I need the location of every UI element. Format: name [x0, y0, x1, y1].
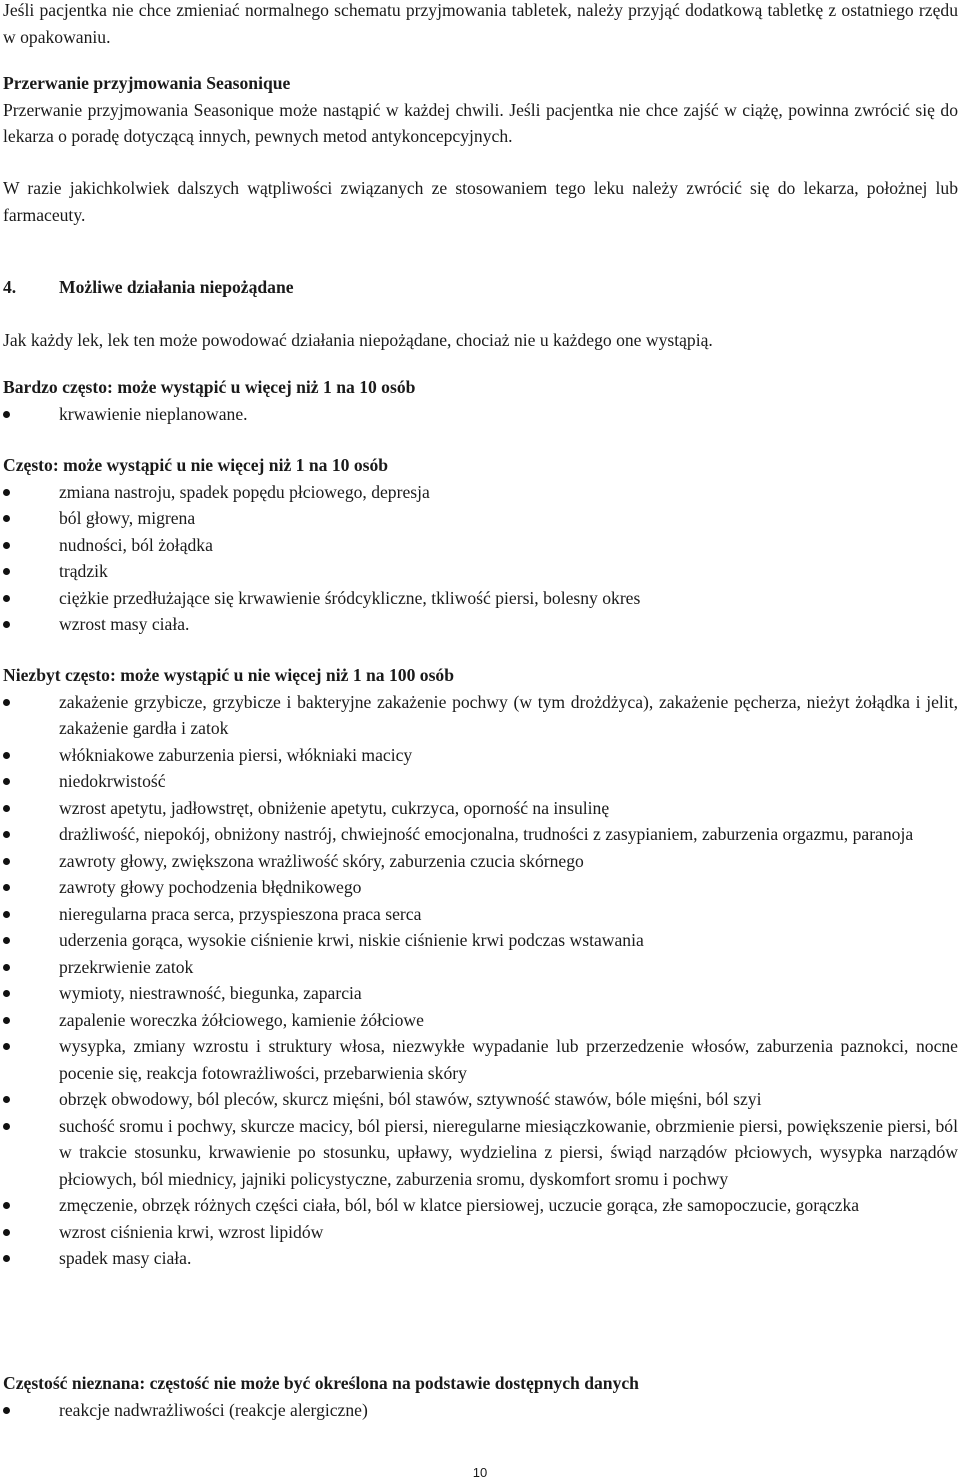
- bullet-icon: [3, 805, 10, 812]
- list-item: nieregularna praca serca, przyspieszona praca serca: [3, 901, 958, 928]
- bullet-icon: [3, 515, 10, 522]
- section-4-intro: [3, 327, 958, 354]
- section-title: Możliwe działania niepożądane: [59, 277, 294, 297]
- interruption-heading: Przerwanie przyjmowania Seasonique: [3, 73, 291, 93]
- bullet-icon: [3, 990, 10, 997]
- doubts-paragraph: W razie jakichkolwiek dalszych wątpliwości związanych ze stosowaniem tego leku należy zwrócić się do lekarza, położnej lub farmaceuty.: [3, 178, 958, 225]
- list-item: wymioty, niestrawność, biegunka, zaparcia: [3, 980, 958, 1007]
- bullet-icon: [3, 411, 10, 418]
- list-item: wzrost masy ciała.: [3, 611, 958, 638]
- list-item: wzrost apetytu, jadłowstręt, obniżenie apetytu, cukrzyca, oporność na insulinę: [3, 795, 958, 822]
- list-item: zapalenie woreczka żółciowego, kamienie żółciowe: [3, 1007, 958, 1034]
- list-item: reakcje nadwrażliwości (reakcje alergiczne): [3, 1397, 958, 1424]
- list-item: obrzęk obwodowy, ból pleców, skurcz mięśni, ból stawów, sztywność stawów, bóle mięśni, ból szyi: [3, 1086, 958, 1113]
- bullet-icon: [3, 752, 10, 759]
- list-item: suchość sromu i pochwy, skurcze macicy, ból piersi, nieregularne miesiączkowanie, obrzmienie piersi, powiększenie piersi, ból w trakcie stosunku, krwawienie po stosunku, upławy, wydzielina z piersi, świąd narządów płciowych, wysypka narządów płciowych, ból miednicy, jajniki policystyczne, zaburzenia sromu, dyskomfort sromu i pochwy: [3, 1113, 958, 1193]
- doubts-section: [3, 175, 958, 228]
- interruption-body: Przerwanie przyjmowania Seasonique może nastąpić w każdej chwili. Jeśli pacjentka nie chce zajść w ciążę, powinna zwrócić się do lekarza o poradę dotyczącą innych, pewnych metod antykoncepcyjnych.: [3, 99, 958, 146]
- bullet-icon: [3, 1043, 10, 1050]
- section-4-heading: [3, 274, 958, 301]
- list-item: drażliwość, niepokój, obniżony nastrój, chwiejność emocjonalna, trudności z zasypianiem, zaburzenia orgazmu, paranoja: [3, 821, 958, 848]
- list-item: trądzik: [3, 558, 958, 585]
- group-common: [3, 452, 958, 638]
- group-unknown: [3, 1370, 958, 1423]
- side-effect-list: [3, 479, 958, 638]
- bullet-icon: [3, 1229, 10, 1236]
- list-item: zakażenie grzybicze, grzybicze i bakteryjne zakażenie pochwy (w tym drożdżyca), zakażenie pęcherza, nieżyt żołądka i jelit, zakażenie gardła i zatok: [3, 689, 958, 742]
- bullet-icon: [3, 1017, 10, 1024]
- list-item: niedokrwistość: [3, 768, 958, 795]
- list-item: wzrost ciśnienia krwi, wzrost lipidów: [3, 1219, 958, 1246]
- list-item: zmiana nastroju, spadek popędu płciowego, depresja: [3, 479, 958, 506]
- bullet-icon: [3, 911, 10, 918]
- list-item: ból głowy, migrena: [3, 505, 958, 532]
- list-item: nudności, ból żołądka: [3, 532, 958, 559]
- list-item: przekrwienie zatok: [3, 954, 958, 981]
- bullet-icon: [3, 1123, 10, 1130]
- list-item: zmęczenie, obrzęk różnych części ciała, ból, ból w klatce piersiowej, uczucie gorąca, złe samopoczucie, gorączka: [3, 1192, 958, 1219]
- section-number: 4.: [3, 277, 17, 297]
- list-item: zawroty głowy, zwiększona wrażliwość skóry, zaburzenia czucia skórnego: [3, 848, 958, 875]
- frequency-heading: Częstość nieznana: częstość nie może być określona na podstawie dostępnych danych: [3, 1373, 639, 1393]
- bullet-icon: [3, 1096, 10, 1103]
- bullet-icon: [3, 937, 10, 944]
- list-item: włókniakowe zaburzenia piersi, włókniaki macicy: [3, 742, 958, 769]
- frequency-heading: Często: może wystąpić u nie więcej niż 1 na 10 osób: [3, 455, 389, 475]
- side-effect-list: [3, 1397, 958, 1424]
- side-effects-intro: Jak każdy lek, lek ten może powodować działania niepożądane, chociaż nie u każdego one wystąpią.: [3, 330, 713, 350]
- bullet-icon: [3, 1202, 10, 1209]
- bullet-icon: [3, 964, 10, 971]
- list-item: ciężkie przedłużające się krwawienie śródcykliczne, tkliwość piersi, bolesny okres: [3, 585, 958, 612]
- list-item: zawroty głowy pochodzenia błędnikowego: [3, 874, 958, 901]
- list-item: spadek masy ciała.: [3, 1245, 958, 1272]
- frequency-heading: Niezbyt często: może wystąpić u nie więcej niż 1 na 100 osób: [3, 665, 455, 685]
- intro-paragraph: Jeśli pacjentka nie chce zmieniać normalnego schematu przyjmowania tabletek, należy przyjąć dodatkową tabletkę z ostatniego rzędu w opakowaniu.: [3, 0, 958, 47]
- bullet-icon: [3, 595, 10, 602]
- list-item: wysypka, zmiany wzrostu i struktury włosa, niezwykłe wypadanie lub przerzedzenie włosów, zaburzenia paznokci, nocne pocenie się, reakcja fotowrażliwości, przebarwienia skóry: [3, 1033, 958, 1086]
- bullet-icon: [3, 778, 10, 785]
- bullet-icon: [3, 699, 10, 706]
- interruption-section: [3, 70, 958, 150]
- page-number: 10: [472, 1465, 488, 1480]
- bullet-icon: [3, 489, 10, 496]
- bullet-icon: [3, 831, 10, 838]
- bullet-icon: [3, 884, 10, 891]
- bullet-icon: [3, 1407, 10, 1414]
- group-uncommon: [3, 662, 958, 1272]
- list-item: krwawienie nieplanowane.: [3, 401, 958, 428]
- bullet-icon: [3, 542, 10, 549]
- list-item: uderzenia gorąca, wysokie ciśnienie krwi, niskie ciśnienie krwi podczas wstawania: [3, 927, 958, 954]
- group-very-common: [3, 374, 958, 427]
- frequency-heading: Bardzo często: może wystąpić u więcej niż 1 na 10 osób: [3, 377, 416, 397]
- bullet-icon: [3, 1255, 10, 1262]
- bullet-icon: [3, 858, 10, 865]
- bullet-icon: [3, 568, 10, 575]
- side-effect-list: [3, 401, 958, 428]
- bullet-icon: [3, 621, 10, 628]
- side-effect-list: [3, 689, 958, 1272]
